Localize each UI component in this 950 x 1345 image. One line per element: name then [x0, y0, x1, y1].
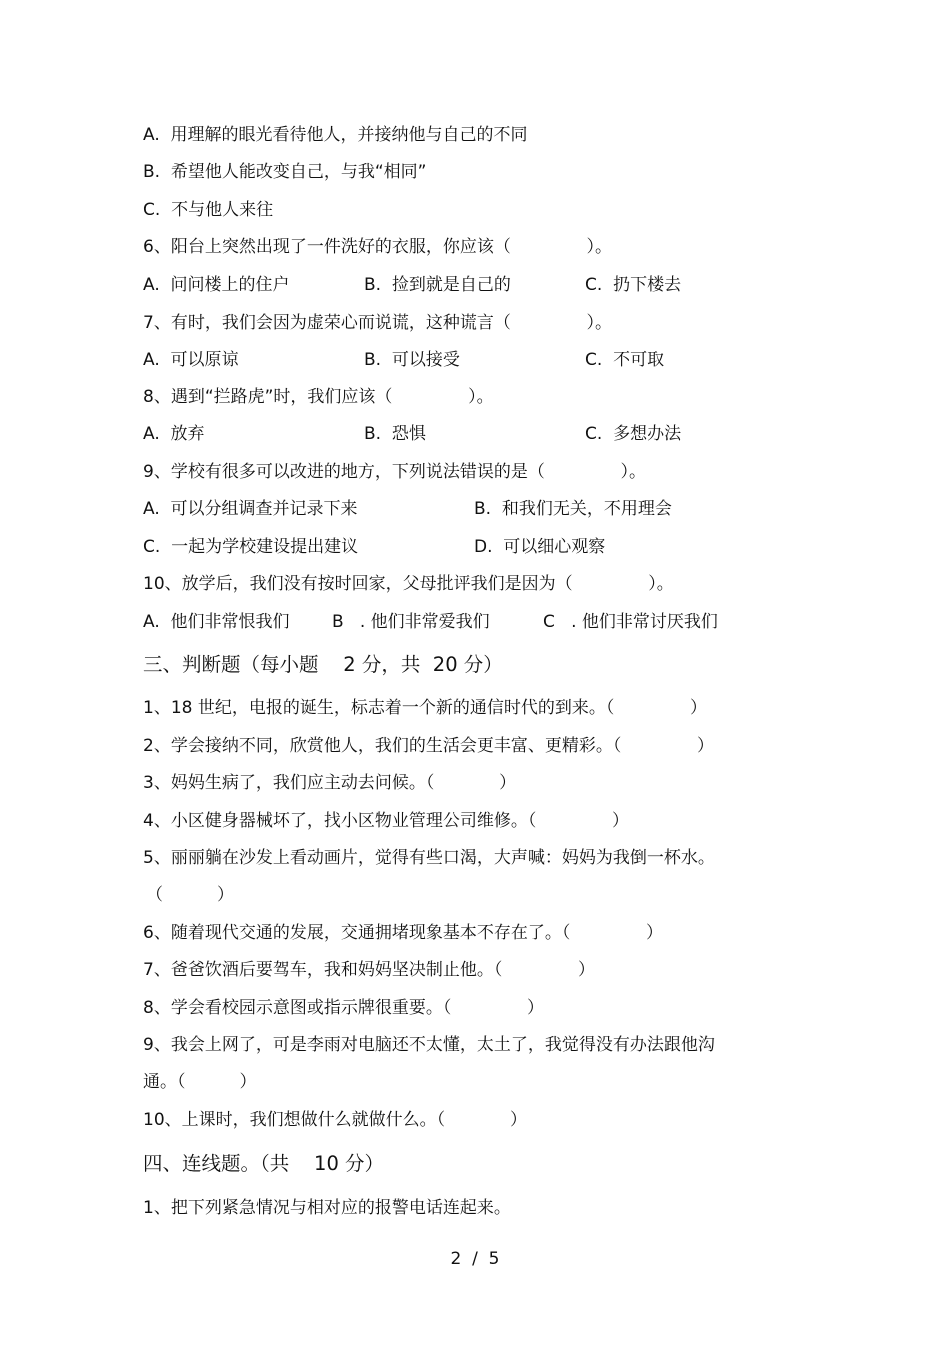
q9-option-b: B. 和我们无关，不用理会	[474, 499, 672, 519]
q10-option-b: B . 他们非常爱我们	[332, 612, 490, 632]
q9-option-c: C. 一起为学校建设提出建议	[143, 537, 359, 557]
q5-option-c: C. 不与他人来往	[143, 200, 274, 220]
section3-item: 8、学会看校园示意图或指示牌很重要。（ ）	[143, 998, 544, 1018]
q6-option-b: B. 捡到就是自己的	[364, 275, 511, 295]
page-number: 2 / 5	[450, 1249, 500, 1269]
q9-option-a: A. 可以分组调查并记录下来	[143, 499, 358, 519]
q8-option-b: B. 恐惧	[364, 424, 426, 444]
q8-question: 8、遇到“拦路虎”时，我们应该（ ）。	[143, 387, 494, 407]
section3-item: 2、学会接纳不同，欣赏他人，我们的生活会更丰富、更精彩。（ ）	[143, 736, 714, 756]
q8-option-a: A. 放弃	[143, 424, 205, 444]
q10-option-c: C . 他们非常讨厌我们	[543, 612, 718, 632]
q7-option-b: B. 可以接受	[364, 350, 460, 370]
section3-item: 7、爸爸饮酒后要驾车，我和妈妈坚决制止他。（ ）	[143, 960, 595, 980]
section3-item: 6、随着现代交通的发展，交通拥堵现象基本不存在了。（ ）	[143, 923, 663, 943]
q9-option-d: D. 可以细心观察	[474, 537, 606, 557]
q7-question: 7、有时，我们会因为虚荣心而说谎，这种谎言（ ）。	[143, 313, 612, 333]
q9-question: 9、学校有很多可以改进的地方，下列说法错误的是（ ）。	[143, 462, 646, 482]
section3-item: 10、上课时，我们想做什么就做什么。（ ）	[143, 1110, 527, 1130]
section3-item: 9、我会上网了，可是李雨对电脑还不太懂，太土了，我觉得没有办法跟他沟	[143, 1035, 715, 1055]
section3-item: 5、丽丽躺在沙发上看动画片，觉得有些口渴，大声喊：妈妈为我倒一杯水。	[143, 848, 715, 868]
section3-item: 3、妈妈生病了，我们应主动去问候。（ ）	[143, 773, 517, 793]
section3-title: 三、判断题（每小题 2 分，共 20 分）	[143, 653, 503, 676]
q7-option-c: C. 不可取	[585, 350, 665, 370]
q5-option-b: B. 希望他人能改变自己，与我“相同”	[143, 162, 427, 182]
q10-option-a: A. 他们非常恨我们	[143, 612, 290, 632]
q6-option-a: A. 问问楼上的住户	[143, 275, 290, 295]
q6-question: 6、阳台上突然出现了一件洗好的衣服，你应该（ ）。	[143, 237, 612, 257]
q10-question: 10、放学后，我们没有按时回家，父母批评我们是因为（ ）。	[143, 574, 674, 594]
section4-title: 四、连线题。（共 10 分）	[143, 1152, 385, 1175]
section3-item: 4、小区健身器械坏了，找小区物业管理公司维修。（ ）	[143, 811, 629, 831]
q7-option-a: A. 可以原谅	[143, 350, 239, 370]
section3-item-continued: （ ）	[146, 885, 235, 905]
q5-option-a: A. 用理解的眼光看待他人，并接纳他与自己的不同	[143, 125, 528, 145]
section4-item: 1、把下列紧急情况与相对应的报警电话连起来。	[143, 1198, 511, 1218]
section3-item-continued: 通。（ ）	[143, 1072, 257, 1092]
q8-option-c: C. 多想办法	[585, 424, 682, 444]
q6-option-c: C. 扔下楼去	[585, 275, 682, 295]
section3-item: 1、18 世纪，电报的诞生，标志着一个新的通信时代的到来。（ ）	[143, 698, 708, 718]
